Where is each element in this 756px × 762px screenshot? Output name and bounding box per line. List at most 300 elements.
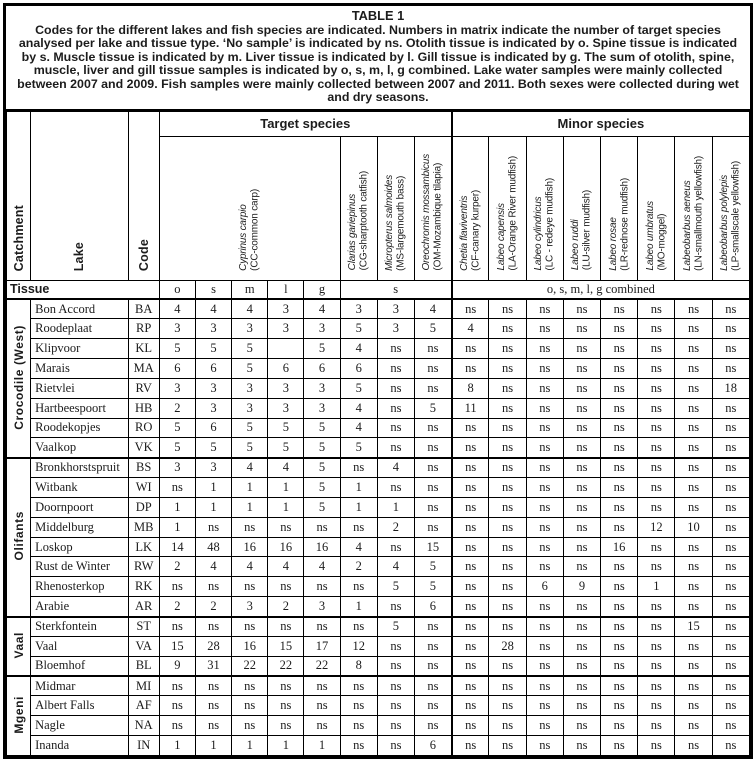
value-cell: 5: [232, 339, 268, 359]
species-common: (LU-silver mudfish): [581, 190, 593, 271]
value-cell: 2: [159, 398, 195, 418]
value-cell: ns: [304, 517, 340, 537]
value-cell: 1: [340, 478, 377, 498]
value-cell: ns: [526, 398, 563, 418]
value-cell: ns: [563, 696, 600, 716]
value-cell: 4: [195, 299, 231, 319]
value-cell: 5: [377, 617, 414, 637]
value-cell: ns: [526, 597, 563, 617]
value-cell: ns: [563, 636, 600, 656]
value-cell: ns: [638, 597, 675, 617]
value-cell: 3: [195, 378, 231, 398]
species-latin: Labeobarbus aeneus: [682, 180, 693, 271]
lake-header-label: Lake: [72, 242, 87, 272]
value-cell: ns: [489, 696, 526, 716]
value-cell: ns: [526, 696, 563, 716]
value-cell: ns: [340, 716, 377, 736]
value-cell: 16: [232, 636, 268, 656]
value-cell: 2: [159, 597, 195, 617]
value-cell: ns: [675, 359, 712, 379]
value-cell: 2: [377, 517, 414, 537]
value-cell: ns: [712, 597, 749, 617]
code-cell: RP: [128, 319, 159, 339]
value-cell: ns: [638, 378, 675, 398]
value-cell: ns: [377, 716, 414, 736]
species-header-labeobarbus-aeneus: [675, 136, 712, 280]
value-cell: ns: [377, 736, 414, 756]
value-cell: ns: [159, 676, 195, 696]
value-cell: ns: [195, 716, 231, 736]
value-cell: ns: [601, 478, 638, 498]
tissue-col-other-s: s: [340, 280, 452, 299]
value-cell: ns: [489, 656, 526, 676]
value-cell: ns: [526, 636, 563, 656]
value-cell: 6: [340, 359, 377, 379]
table-row: [7, 636, 750, 656]
lake-header: [31, 111, 129, 280]
value-cell: 3: [195, 319, 231, 339]
value-cell: 3: [340, 299, 377, 319]
value-cell: 3: [232, 378, 268, 398]
catchment-header: [7, 111, 31, 280]
value-cell: 1: [268, 478, 304, 498]
value-cell: ns: [377, 537, 414, 557]
value-cell: ns: [489, 497, 526, 517]
species-latin: Labeo cylindricus: [533, 196, 545, 271]
species-common: (CF-canary kurper): [470, 189, 482, 271]
value-cell: 4: [340, 418, 377, 438]
value-cell: 2: [340, 557, 377, 577]
value-cell: ns: [712, 319, 749, 339]
value-cell: ns: [268, 696, 304, 716]
value-cell: 3: [377, 319, 414, 339]
species-latin: Labeo ruddi: [570, 219, 582, 271]
table-row: [7, 497, 750, 517]
value-cell: ns: [304, 696, 340, 716]
code-cell: VA: [128, 636, 159, 656]
value-cell: ns: [452, 537, 489, 557]
value-cell: ns: [452, 478, 489, 498]
value-cell: ns: [601, 696, 638, 716]
value-cell: ns: [340, 458, 377, 478]
code-cell: AR: [128, 597, 159, 617]
table-row: [7, 319, 750, 339]
value-cell: ns: [304, 676, 340, 696]
code-cell: IN: [128, 736, 159, 756]
value-cell: ns: [415, 418, 452, 438]
catchment-cell: [7, 299, 31, 458]
lake-cell: Arabie: [31, 597, 129, 617]
lake-cell: Middelburg: [31, 517, 129, 537]
value-cell: ns: [489, 517, 526, 537]
value-cell: 5: [304, 438, 340, 458]
species-common: (MO-moggel): [656, 213, 668, 271]
value-cell: ns: [638, 359, 675, 379]
lake-cell: Vaal: [31, 636, 129, 656]
catchment-label: Vaal: [11, 631, 26, 658]
value-cell: ns: [601, 636, 638, 656]
catchment-label: Mgeni: [11, 695, 26, 734]
value-cell: 6: [195, 418, 231, 438]
value-cell: ns: [159, 617, 195, 637]
value-cell: ns: [675, 319, 712, 339]
value-cell: ns: [712, 676, 749, 696]
value-cell: ns: [638, 736, 675, 756]
value-cell: ns: [563, 497, 600, 517]
value-cell: ns: [452, 438, 489, 458]
tissue-col-combined: o, s, m, l, g combined: [452, 280, 750, 299]
value-cell: 11: [452, 398, 489, 418]
lake-cell: Rietvlei: [31, 378, 129, 398]
group-header-row: [7, 111, 750, 136]
value-cell: 5: [340, 378, 377, 398]
value-cell: ns: [638, 497, 675, 517]
value-cell: ns: [452, 736, 489, 756]
value-cell: ns: [638, 339, 675, 359]
value-cell: 9: [159, 656, 195, 676]
value-cell: ns: [638, 617, 675, 637]
value-cell: 5: [415, 319, 452, 339]
value-cell: ns: [489, 359, 526, 379]
value-cell: 3: [304, 597, 340, 617]
lake-cell: Rhenosterkop: [31, 577, 129, 597]
value-cell: ns: [159, 478, 195, 498]
caption-block: [6, 6, 750, 111]
value-cell: ns: [563, 617, 600, 637]
value-cell: 1: [195, 497, 231, 517]
value-cell: ns: [452, 458, 489, 478]
value-cell: 1: [195, 478, 231, 498]
table-1-sheet: [3, 3, 753, 759]
value-cell: ns: [601, 438, 638, 458]
value-cell: 5: [159, 339, 195, 359]
catchment-cell: [7, 458, 31, 617]
lake-cell: Inanda: [31, 736, 129, 756]
value-cell: ns: [489, 378, 526, 398]
value-cell: ns: [340, 577, 377, 597]
lake-cell: Vaalkop: [31, 438, 129, 458]
value-cell: 1: [232, 497, 268, 517]
value-cell: ns: [601, 656, 638, 676]
lake-cell: Bloemhof: [31, 656, 129, 676]
value-cell: ns: [638, 398, 675, 418]
catchment-label: Olifants: [11, 510, 26, 561]
species-common: (LC - redeye mudfish): [544, 178, 556, 271]
value-cell: ns: [675, 597, 712, 617]
value-cell: ns: [638, 438, 675, 458]
value-cell: 3: [268, 398, 304, 418]
value-cell: ns: [563, 378, 600, 398]
value-cell: ns: [377, 359, 414, 379]
value-cell: ns: [638, 716, 675, 736]
value-cell: ns: [526, 736, 563, 756]
tissue-col-m: m: [232, 280, 268, 299]
species-header-micropterus-salmoides: [377, 136, 414, 280]
value-cell: 9: [563, 577, 600, 597]
value-cell: ns: [526, 339, 563, 359]
value-cell: 18: [712, 378, 749, 398]
value-cell: ns: [563, 398, 600, 418]
value-cell: 2: [195, 597, 231, 617]
value-cell: ns: [638, 676, 675, 696]
species-header-labeo-capensis: [489, 136, 526, 280]
value-cell: ns: [159, 577, 195, 597]
species-latin: Chetia flaviventris: [459, 195, 471, 271]
value-cell: ns: [377, 597, 414, 617]
value-cell: 1: [377, 497, 414, 517]
value-cell: ns: [452, 597, 489, 617]
value-cell: ns: [415, 636, 452, 656]
value-cell: 4: [195, 557, 231, 577]
value-cell: ns: [489, 676, 526, 696]
value-cell: ns: [712, 438, 749, 458]
species-latin: Labeo umbratus: [644, 201, 656, 271]
value-cell: ns: [563, 736, 600, 756]
lake-cell: Sterkfontein: [31, 617, 129, 637]
value-cell: 4: [340, 537, 377, 557]
value-cell: ns: [415, 676, 452, 696]
value-cell: 5: [340, 319, 377, 339]
value-cell: ns: [563, 716, 600, 736]
value-cell: ns: [712, 458, 749, 478]
value-cell: 8: [452, 378, 489, 398]
value-cell: ns: [377, 378, 414, 398]
value-cell: 6: [304, 359, 340, 379]
value-cell: 1: [268, 736, 304, 756]
value-cell: ns: [377, 696, 414, 716]
value-cell: 3: [304, 319, 340, 339]
value-cell: ns: [489, 339, 526, 359]
species-latin: Micropterus salmoides: [384, 174, 396, 271]
value-cell: ns: [377, 339, 414, 359]
lake-cell: Witbank: [31, 478, 129, 498]
value-cell: ns: [159, 696, 195, 716]
value-cell: ns: [601, 617, 638, 637]
value-cell: ns: [377, 676, 414, 696]
value-cell: 4: [377, 458, 414, 478]
table-body: [7, 299, 750, 756]
value-cell: 6: [415, 597, 452, 617]
value-cell: 3: [268, 319, 304, 339]
value-cell: ns: [377, 398, 414, 418]
value-cell: 5: [415, 398, 452, 418]
value-cell: ns: [377, 438, 414, 458]
table-row: [7, 696, 750, 716]
value-cell: ns: [526, 478, 563, 498]
value-cell: ns: [489, 458, 526, 478]
code-header-label: Code: [136, 239, 151, 272]
value-cell: ns: [638, 458, 675, 478]
species-latin: Clarias gariepinus: [347, 194, 359, 271]
code-cell: LK: [128, 537, 159, 557]
code-cell: MB: [128, 517, 159, 537]
value-cell: ns: [638, 557, 675, 577]
value-cell: ns: [526, 319, 563, 339]
value-cell: 15: [268, 636, 304, 656]
code-cell: VK: [128, 438, 159, 458]
value-cell: ns: [675, 716, 712, 736]
catchment-cell: [7, 676, 31, 755]
value-cell: 8: [340, 656, 377, 676]
value-cell: ns: [712, 517, 749, 537]
value-cell: 6: [526, 577, 563, 597]
value-cell: ns: [712, 617, 749, 637]
value-cell: ns: [415, 497, 452, 517]
value-cell: ns: [489, 557, 526, 577]
value-cell: 5: [268, 418, 304, 438]
value-cell: ns: [195, 517, 231, 537]
data-table: [6, 111, 750, 757]
value-cell: ns: [526, 378, 563, 398]
value-cell: ns: [638, 319, 675, 339]
value-cell: ns: [675, 478, 712, 498]
value-cell: 14: [159, 537, 195, 557]
value-cell: ns: [601, 299, 638, 319]
value-cell: 4: [268, 557, 304, 577]
value-cell: 4: [452, 319, 489, 339]
value-cell: ns: [601, 359, 638, 379]
species-common: (CC-common carp): [249, 188, 261, 271]
value-cell: 15: [415, 537, 452, 557]
table-row: [7, 656, 750, 676]
value-cell: ns: [563, 517, 600, 537]
code-cell: HB: [128, 398, 159, 418]
code-cell: BS: [128, 458, 159, 478]
table-row: [7, 339, 750, 359]
species-header-labeo-ruddi: [563, 136, 600, 280]
value-cell: ns: [526, 537, 563, 557]
value-cell: ns: [712, 339, 749, 359]
table-row: [7, 359, 750, 379]
value-cell: ns: [304, 617, 340, 637]
lake-cell: Hartbeespoort: [31, 398, 129, 418]
value-cell: 1: [159, 517, 195, 537]
value-cell: ns: [563, 438, 600, 458]
code-cell: RV: [128, 378, 159, 398]
value-cell: ns: [712, 716, 749, 736]
catchment-cell: [7, 617, 31, 677]
value-cell: 4: [304, 299, 340, 319]
value-cell: ns: [712, 418, 749, 438]
value-cell: ns: [712, 736, 749, 756]
code-cell: MA: [128, 359, 159, 379]
value-cell: 5: [268, 438, 304, 458]
value-cell: ns: [452, 696, 489, 716]
value-cell: ns: [452, 339, 489, 359]
value-cell: ns: [340, 676, 377, 696]
code-cell: ST: [128, 617, 159, 637]
value-cell: 1: [159, 736, 195, 756]
table-row: [7, 537, 750, 557]
value-cell: 3: [232, 398, 268, 418]
value-cell: ns: [563, 656, 600, 676]
value-cell: ns: [675, 418, 712, 438]
value-cell: ns: [563, 359, 600, 379]
value-cell: 4: [340, 339, 377, 359]
value-cell: 16: [601, 537, 638, 557]
value-cell: ns: [563, 339, 600, 359]
value-cell: ns: [268, 617, 304, 637]
value-cell: 4: [377, 557, 414, 577]
value-cell: ns: [159, 716, 195, 736]
value-cell: 10: [675, 517, 712, 537]
value-cell: ns: [268, 676, 304, 696]
value-cell: ns: [489, 597, 526, 617]
value-cell: 5: [415, 577, 452, 597]
species-header-chetia-flaviventris: [452, 136, 489, 280]
lake-cell: Loskop: [31, 537, 129, 557]
value-cell: 6: [195, 359, 231, 379]
value-cell: 5: [232, 359, 268, 379]
value-cell: ns: [675, 458, 712, 478]
value-cell: ns: [712, 656, 749, 676]
value-cell: ns: [601, 398, 638, 418]
value-cell: ns: [601, 319, 638, 339]
value-cell: 31: [195, 656, 231, 676]
value-cell: ns: [526, 299, 563, 319]
value-cell: 48: [195, 537, 231, 557]
value-cell: 4: [232, 557, 268, 577]
value-cell: ns: [377, 418, 414, 438]
value-cell: 4: [268, 458, 304, 478]
value-cell: 16: [232, 537, 268, 557]
value-cell: ns: [638, 656, 675, 676]
value-cell: 2: [159, 557, 195, 577]
value-cell: ns: [489, 617, 526, 637]
species-header-clarias-gariepinus: [340, 136, 377, 280]
value-cell: ns: [601, 676, 638, 696]
table-row: [7, 299, 750, 319]
value-cell: ns: [601, 378, 638, 398]
table-row: [7, 478, 750, 498]
value-cell: ns: [452, 656, 489, 676]
value-cell: ns: [712, 696, 749, 716]
species-latin: Cyprinus carpio: [238, 204, 250, 271]
value-cell: ns: [415, 339, 452, 359]
value-cell: ns: [563, 299, 600, 319]
value-cell: ns: [489, 418, 526, 438]
value-cell: ns: [675, 696, 712, 716]
value-cell: ns: [601, 517, 638, 537]
value-cell: 3: [159, 319, 195, 339]
value-cell: 17: [304, 636, 340, 656]
table-caption: Codes for the different lakes and fish species are indicated. Numbers in matrix indicate the number of target species analysed per lake and tissue type. ‘No sample’ is indicated by ns. Otolith tissue is indicated by o. Spine tissue is indicated by s. Muscle tissue is indicated by m. Liver tissue is indicated by l. Gill tissue is indicated by g. The sum of otolith, spine, muscle, liver and gill tissue samples is indicated by o, s, m, l, g combined. Lake water samples were mainly collected between 2007 and 2009. Fish samples were mainly collected between 2007 and 2011. Both sexes were collected during wet and dry seasons.: [17, 22, 739, 104]
value-cell: ns: [415, 716, 452, 736]
value-cell: ns: [675, 557, 712, 577]
value-cell: ns: [452, 418, 489, 438]
value-cell: ns: [601, 458, 638, 478]
value-cell: 5: [377, 577, 414, 597]
value-cell: ns: [601, 418, 638, 438]
value-cell: 5: [340, 438, 377, 458]
value-cell: ns: [601, 557, 638, 577]
value-cell: 22: [304, 656, 340, 676]
value-cell: ns: [526, 656, 563, 676]
value-cell: 2: [268, 597, 304, 617]
value-cell: 1: [340, 497, 377, 517]
value-cell: ns: [601, 577, 638, 597]
value-cell: ns: [489, 736, 526, 756]
tissue-col-o: o: [159, 280, 195, 299]
value-cell: 5: [195, 339, 231, 359]
value-cell: ns: [489, 577, 526, 597]
value-cell: ns: [489, 398, 526, 418]
species-header-cyprinus-carpio: [159, 136, 340, 280]
value-cell: ns: [232, 676, 268, 696]
value-cell: ns: [489, 438, 526, 458]
value-cell: ns: [601, 736, 638, 756]
table-row: [7, 577, 750, 597]
